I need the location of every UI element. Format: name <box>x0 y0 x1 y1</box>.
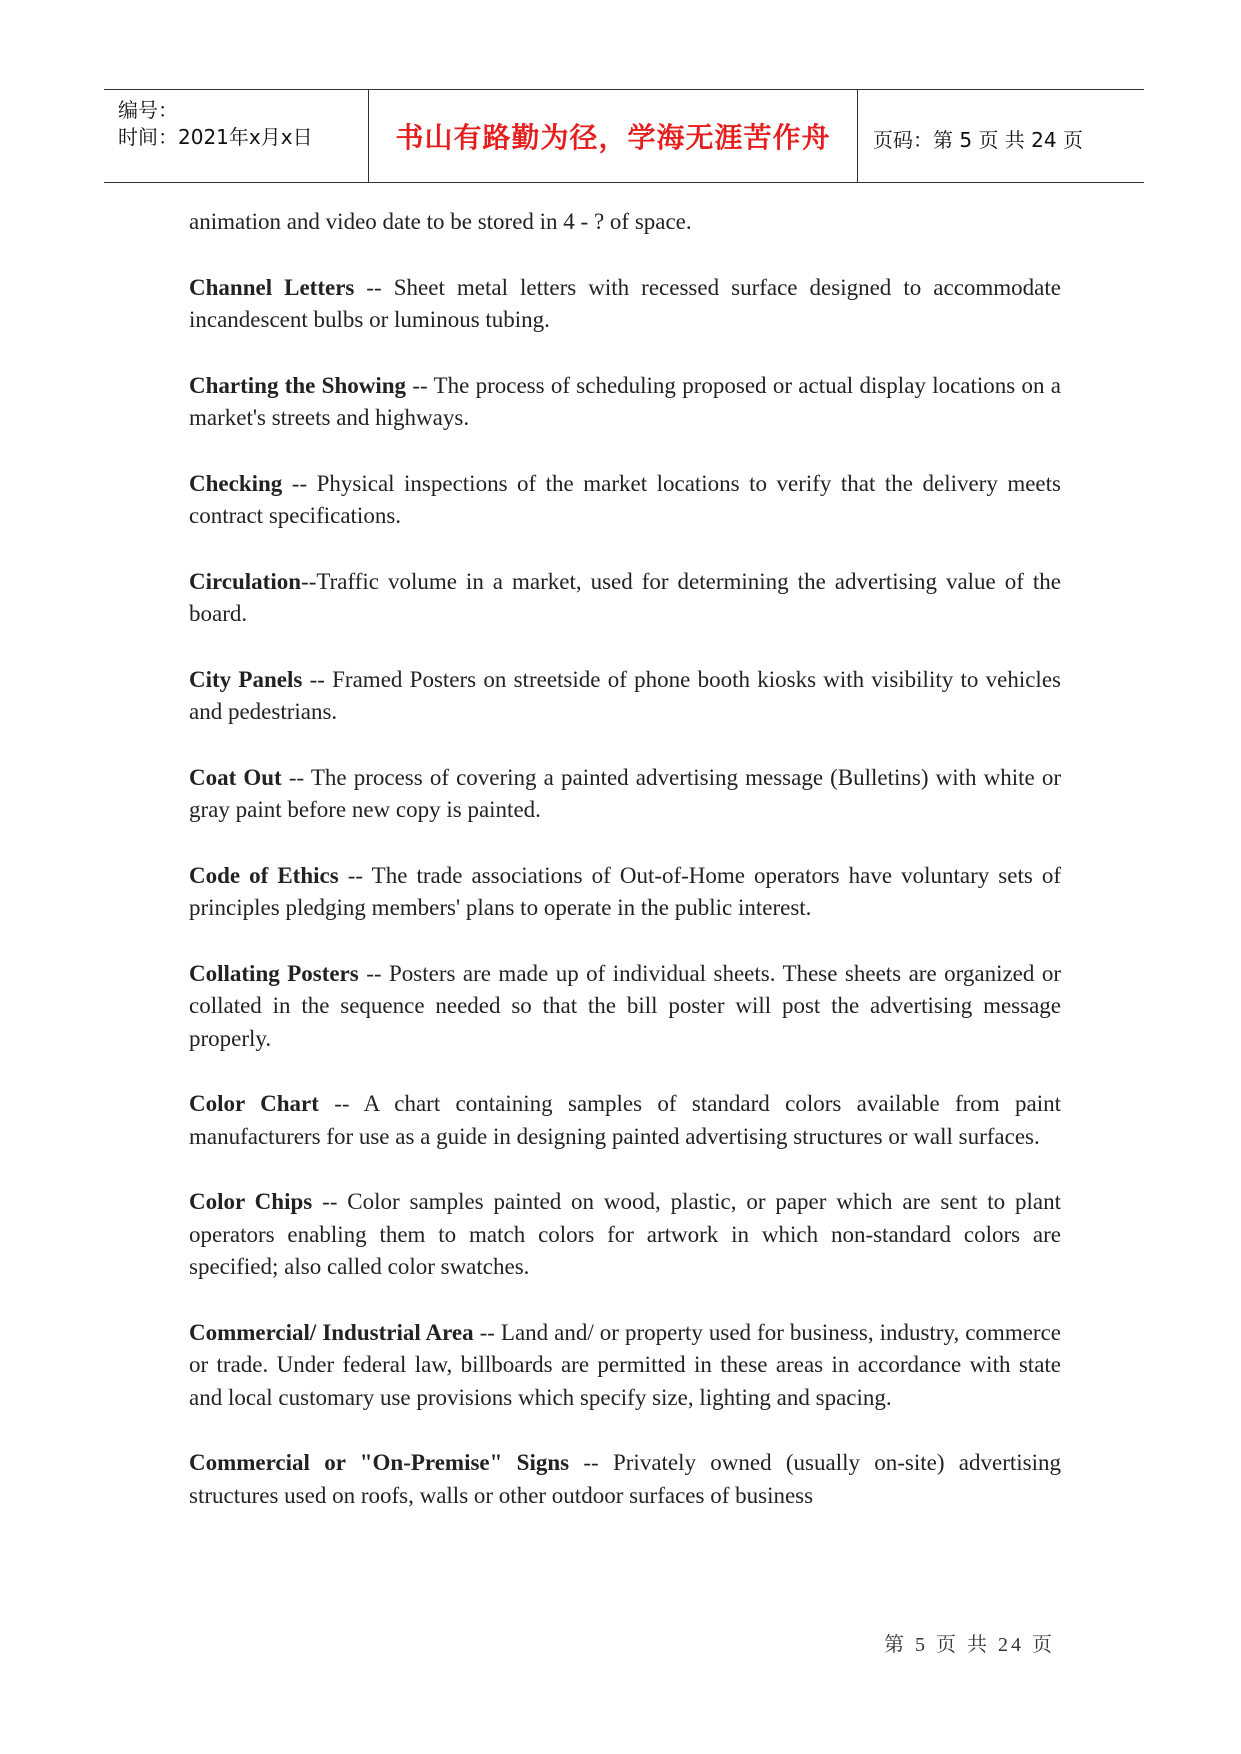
glossary-term: Code of Ethics <box>189 862 339 888</box>
glossary-content <box>189 206 1061 1545</box>
header-info-cell <box>104 90 369 182</box>
glossary-entry-coat-out <box>189 762 1061 827</box>
glossary-entry-channel-letters <box>189 272 1061 337</box>
glossary-term: Coat Out <box>189 764 282 790</box>
glossary-definition: -- Physical inspections of the market locations to verify that the delivery meets contract specifications. <box>189 470 1061 528</box>
header-motto-cell <box>369 90 858 182</box>
glossary-term: Channel Letters <box>189 274 355 300</box>
document-number-label: 编号： <box>118 98 178 122</box>
glossary-entry-code-of-ethics <box>189 860 1061 925</box>
glossary-definition: -- The process of scheduling proposed or actual display locations on a market's streets and highways. <box>189 372 1062 430</box>
header-page-number: 页码：第 5 页 共 24 页 <box>873 128 1083 152</box>
glossary-entry-color-chips <box>189 1186 1061 1284</box>
glossary-definition: -- The trade associations of Out-of-Home operators have voluntary sets of principles pledging members' plans to operate in the public interest. <box>189 862 1061 920</box>
glossary-entry-color-chart <box>189 1088 1061 1153</box>
glossary-entry-commercial-on-premise-signs <box>189 1447 1061 1512</box>
glossary-entry-collating-posters <box>189 958 1061 1056</box>
glossary-term: City Panels <box>189 666 303 692</box>
glossary-entry-checking <box>189 468 1061 533</box>
glossary-term: Commercial or "On-Premise" Signs <box>189 1450 570 1475</box>
intro-fragment: animation and video date to be stored in 4 - ? of space. <box>189 209 692 234</box>
glossary-entry-circulation <box>189 566 1061 631</box>
page-header <box>104 89 1144 183</box>
glossary-entry-city-panels <box>189 664 1061 729</box>
glossary-entry-commercial-industrial-area <box>189 1317 1061 1415</box>
glossary-definition: -- Sheet metal letters with recessed surface designed to accommodate incandescent bulbs or luminous tubing. <box>189 274 1061 332</box>
glossary-term: Color Chips <box>189 1189 313 1214</box>
glossary-entry-charting-the-showing <box>189 370 1061 435</box>
document-time-label: 时间：2021年x月x日 <box>118 125 313 149</box>
header-page-cell <box>859 90 1144 182</box>
glossary-term: Commercial/ Industrial Area <box>189 1319 474 1345</box>
glossary-definition: -- Framed Posters on streetside of phone booth kiosks with visibility to vehicles and pedestrians. <box>189 666 1061 724</box>
glossary-term: Collating Posters <box>189 960 359 986</box>
glossary-term: Checking <box>189 470 283 496</box>
glossary-definition: -- Land and/ or property used for business, industry, commerce or trade. Under federal law, billboards are permitted in these areas in accordance with state and local customary use provisions which specify size, lighting and spacing. <box>189 1319 1061 1410</box>
page-footer: 第 5 页 共 24 页 <box>884 1634 1055 1656</box>
header-motto: 书山有路勤为径，学海无涯苦作舟 <box>395 121 831 154</box>
glossary-definition: -- The process of covering a painted advertising message (Bulletins) with white or gray paint before new copy is painted. <box>189 764 1061 822</box>
glossary-term: Circulation <box>189 568 302 594</box>
glossary-term: Color Chart <box>189 1091 319 1116</box>
glossary-definition: --Traffic volume in a market, used for determining the advertising value of the board. <box>189 568 1061 626</box>
glossary-definition: -- Privately owned (usually on-site) advertising structures used on roofs, walls or other outdoor surfaces of business <box>189 1450 1061 1508</box>
glossary-term: Charting the Showing <box>189 372 407 398</box>
glossary-definition: -- Color samples painted on wood, plastic, or paper which are sent to plant operators enabling them to match colors for artwork in which non-standard colors are specified; also called color swatches. <box>189 1189 1061 1279</box>
glossary-definition: -- A chart containing samples of standard colors available from paint manufacturers for use as a guide in designing painted advertising structures or wall surfaces. <box>189 1091 1062 1149</box>
glossary-definition: -- Posters are made up of individual sheets. These sheets are organized or collated in the sequence needed so that the bill poster will post the advertising message properly. <box>189 960 1061 1051</box>
